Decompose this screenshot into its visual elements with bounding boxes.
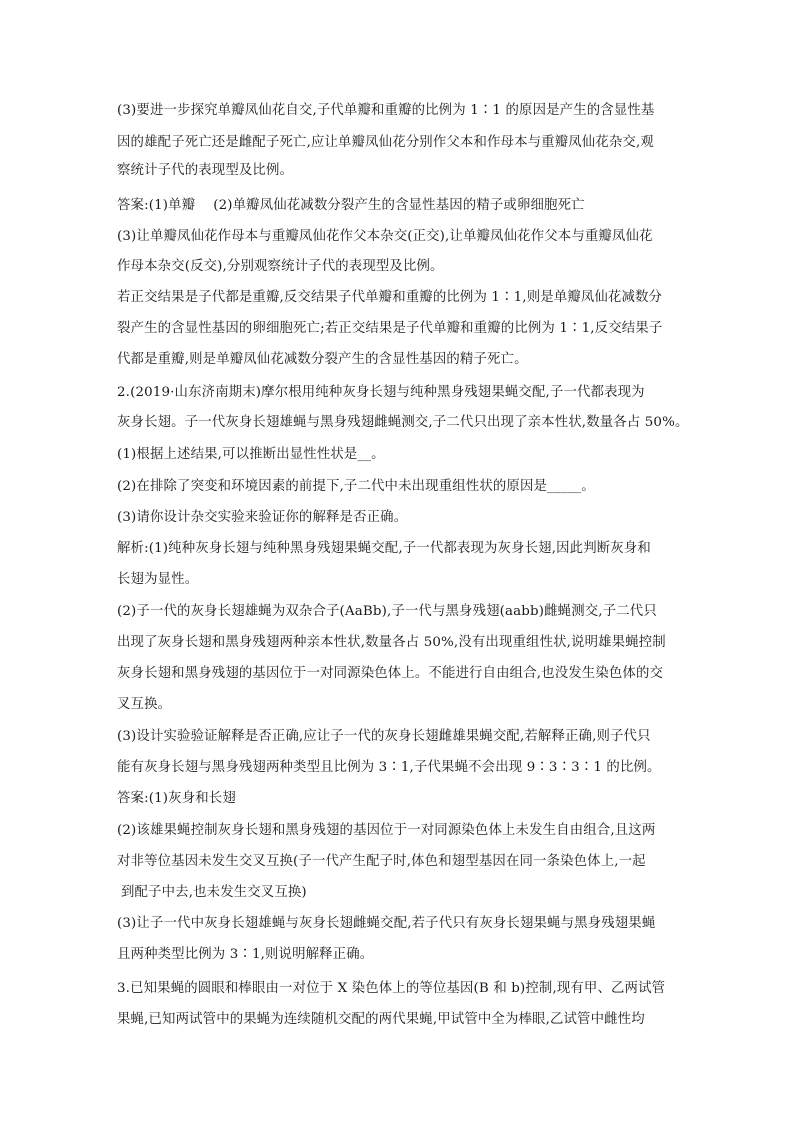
text-line: 答案:(1)灰身和长翅 <box>117 791 236 806</box>
text-line: 出现了灰身长翅和黑身残翅两种亲本性状,数量各占 50%,没有出现重组性状,说明雄果蝇控制 <box>117 635 666 650</box>
text-line: 裂产生的含显性基因的卵细胞死亡;若正交结果是子代单瓣和重瓣的比例为 1∶1,反交结果子 <box>117 321 663 336</box>
text-line: (3)要进一步探究单瓣凤仙花自交,子代单瓣和重瓣的比例为 1∶1 的原因是产生的含显性基 <box>117 103 655 118</box>
text-line: (2)在排除了突变和环境因素的前提下,子二代中未出现重组性状的原因是_____。 <box>117 479 595 494</box>
question-heading: 2.(2019·山东济南期末)摩尔根用纯种灰身长翅与纯种黑身残翅果蝇交配,子一代都表现为 <box>117 385 645 400</box>
text-line: (3)请你设计杂交实验来验证你的解释是否正确。 <box>117 510 408 525</box>
text-line: (2)该雄果蝇控制灰身长翅和黑身残翅的基因位于一对同源染色体上未发生自由组合,且这两 <box>117 823 656 838</box>
text-line: 对非等位基因未发生交叉互换(子一代产生配子时,体色和翅型基因在同一条染色体上,一起 <box>117 854 646 869</box>
text-line: 若正交结果是子代都是重瓣,反交结果子代单瓣和重瓣的比例为 1∶1,则是单瓣凤仙花减数分 <box>117 290 663 305</box>
text-line: 察统计子代的表现型及比例。 <box>117 163 294 178</box>
text-line: 作母本杂交(反交),分别观察统计子代的表现型及比例。 <box>117 259 444 274</box>
text-line: 答案:(1)单瓣 (2)单瓣凤仙花减数分裂产生的含显性基因的精子或卵细胞死亡 <box>117 198 585 213</box>
text-line: 且两种类型比例为 3∶1,则说明解释正确。 <box>117 947 374 962</box>
text-line: 灰身长翅和黑身残翅的基因位于一对同源染色体上。不能进行自由组合,也没发生染色体的交 <box>117 666 664 681</box>
text-line: (3)设计实验验证解释是否正确,应让子一代的灰身长翅雌雄果蝇交配,若解释正确,则子代只 <box>117 729 651 744</box>
text-line: 能有灰身长翅与黑身残翅两种类型且比例为 3∶1,子代果蝇不会出现 9∶3∶3∶1 的比例。 <box>117 760 661 775</box>
text-line: (3)让子一代中灰身长翅雄蝇与灰身长翅雌蝇交配,若子代只有灰身长翅果蝇与黑身残翅果蝇 <box>117 916 656 931</box>
text-line: 灰身长翅。子一代灰身长翅雄蝇与黑身残翅雌蝇测交,子二代只出现了亲本性状,数量各占 50%。 <box>117 415 689 430</box>
text-line: 长翅为显性。 <box>117 572 199 587</box>
text-line: 叉互换。 <box>117 697 172 712</box>
text-line: (2)子一代的灰身长翅雄蝇为双杂合子(AaBb),子一代与黑身残翅(aabb)雌蝇测交,子二代只 <box>117 604 657 619</box>
text-line: 代都是重瓣,则是单瓣凤仙花减数分裂产生的含显性基因的精子死亡。 <box>117 352 528 367</box>
text-line: 因的雄配子死亡还是雌配子死亡,应让单瓣凤仙花分别作父本和作母本与重瓣凤仙花杂交,观 <box>117 135 654 150</box>
text-line: 解析:(1)纯种灰身长翅与纯种黑身残翅果蝇交配,子一代都表现为灰身长翅,因此判断灰身和 <box>117 541 651 556</box>
text-line: 果蝇,已知两试管中的果蝇为连续随机交配的两代果蝇,甲试管中全为棒眼,乙试管中雌性均 <box>117 1012 645 1027</box>
text-line: (1)根据上述结果,可以推断出显性性状是__。 <box>117 447 385 462</box>
question-heading: 3.已知果蝇的圆眼和棒眼由一对位于 X 染色体上的等位基因(B 和 b)控制,现有甲、乙两试管 <box>117 981 666 996</box>
text-line: (3)让单瓣凤仙花作母本与重瓣凤仙花作父本杂交(正交),让单瓣凤仙花作父本与重瓣凤仙花 <box>117 229 653 244</box>
text-line: 到配子中去,也未发生交叉互换) <box>121 885 307 900</box>
